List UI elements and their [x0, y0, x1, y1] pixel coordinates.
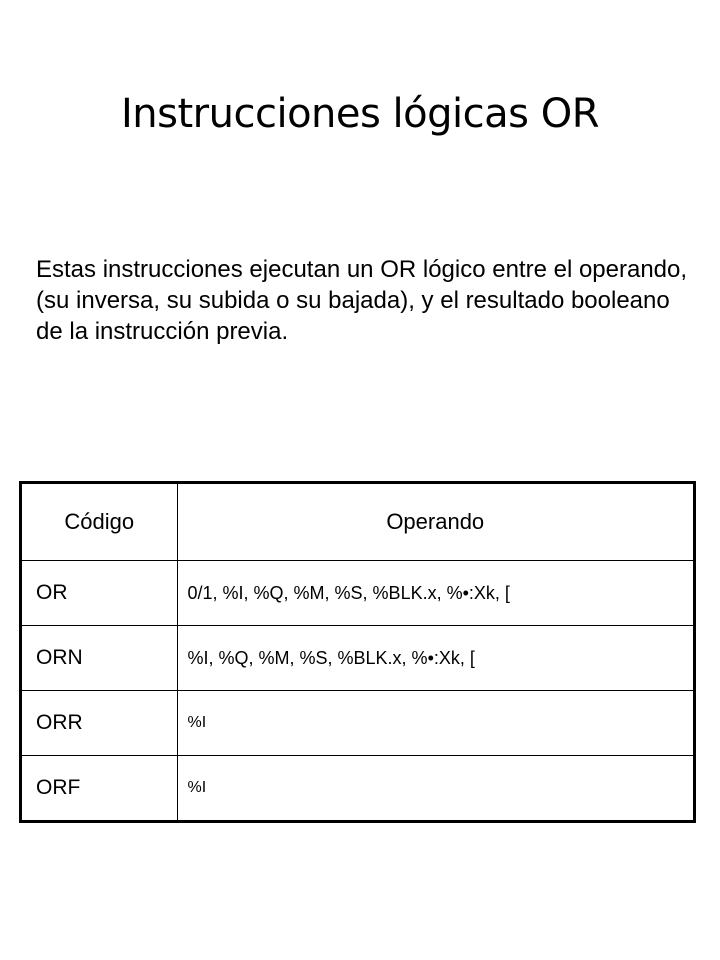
table-row	[22, 691, 693, 756]
table-row	[22, 756, 693, 821]
header-operand: Operando	[386, 509, 485, 534]
row-operand: 0/1, %I, %Q, %M, %S, %BLK.x, %•:Xk, [	[177, 561, 693, 626]
row-operand: %I	[177, 756, 693, 821]
row-operand: %I, %Q, %M, %S, %BLK.x, %•:Xk, [	[177, 626, 693, 691]
header-code: Código	[22, 484, 177, 561]
instruction-table-frame	[19, 481, 696, 823]
instruction-table	[22, 484, 693, 820]
row-code: ORN	[22, 626, 177, 691]
table-row	[22, 626, 693, 691]
table-row	[22, 561, 693, 626]
row-code: ORR	[22, 691, 177, 756]
table-header-row	[22, 484, 693, 561]
intro-paragraph: Estas instrucciones ejecutan un OR lógico entre el operando, (su inversa, su subida o su bajada), y el resultado booleano de la instrucción previa.	[36, 256, 688, 345]
slide-title: Instrucciones lógicas OR	[121, 91, 599, 137]
row-operand: %I	[177, 691, 693, 756]
row-code: OR	[22, 561, 177, 626]
row-code: ORF	[22, 756, 177, 821]
